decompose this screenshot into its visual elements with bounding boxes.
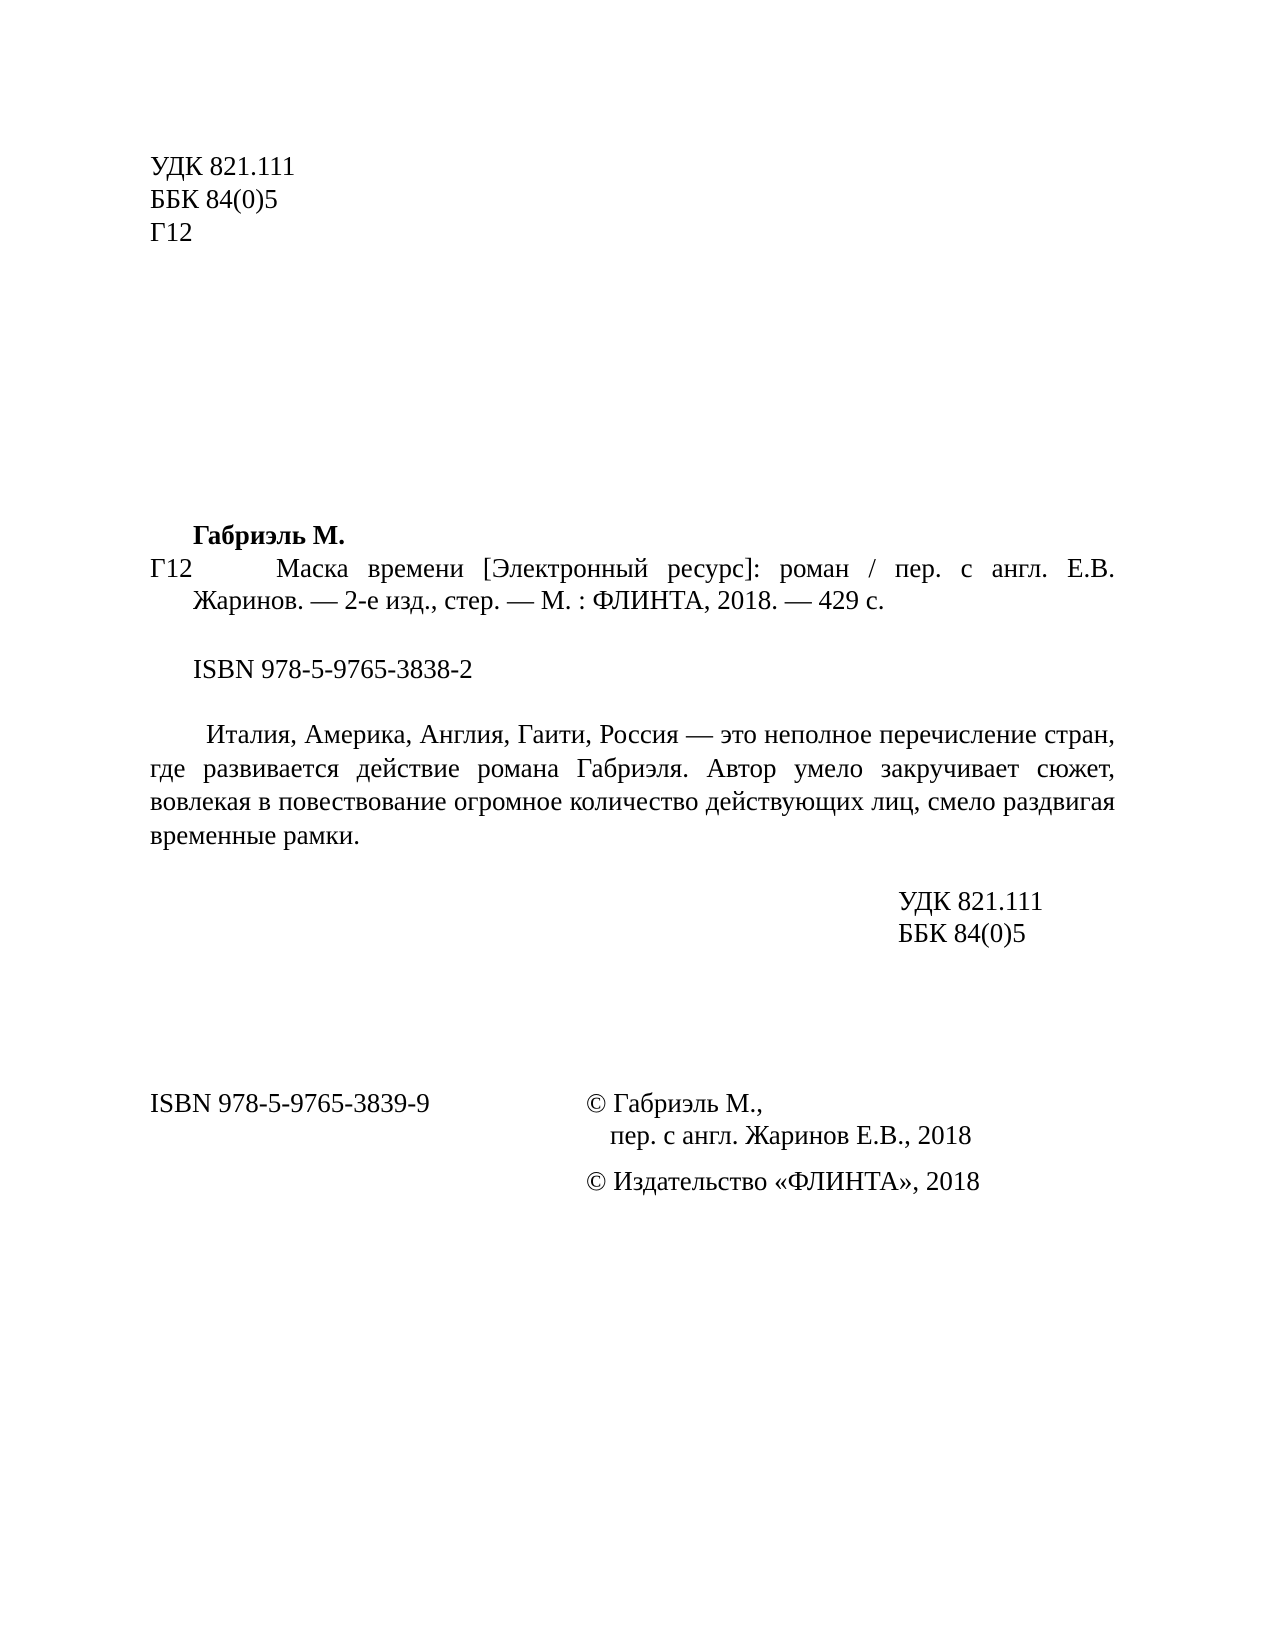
- annotation-paragraph: Италия, Америка, Англия, Гаити, Россия — это неполное перечисление стран, где развивается действие романа Габриэля. Автор умело закручивает сюжет, вовлекая в повествование огромное количество действующих лиц, смело раздвигая временные рамки.: [150, 719, 1115, 850]
- udk-code: УДК 821.111: [150, 151, 296, 181]
- copyright-translator-line: пер. с англ. Жаринов Е.В., 2018: [610, 1120, 972, 1150]
- author-name: Габриэль М.: [193, 520, 345, 550]
- isbn-print: ISBN 978-5-9765-3838-2: [193, 654, 473, 684]
- header-classification-codes: [150, 150, 295, 249]
- catalog-bbk-code: ББК 84(0)5: [898, 918, 1026, 948]
- copyright-author-line: © Габриэль М.,: [586, 1088, 764, 1118]
- catalog-classification-codes: [898, 885, 1043, 949]
- catalog-cutter-mark: Г12: [150, 553, 193, 583]
- catalog-udk-code: УДК 821.111: [898, 886, 1044, 916]
- isbn-electronic: ISBN 978-5-9765-3839-9: [150, 1088, 430, 1118]
- cutter-code: Г12: [150, 217, 193, 247]
- copyright-block: [586, 1087, 980, 1197]
- bbk-code: ББК 84(0)5: [150, 184, 278, 214]
- copyright-publisher-line: © Издательство «ФЛИНТА», 2018: [586, 1166, 980, 1196]
- bibliographic-description: Маска времени [Электронный ресурс]: роман / пер. с англ. Е.В. Жаринов. — 2-е изд., стер. — М. : ФЛИНТА, 2018. — 429 с.: [193, 553, 1115, 615]
